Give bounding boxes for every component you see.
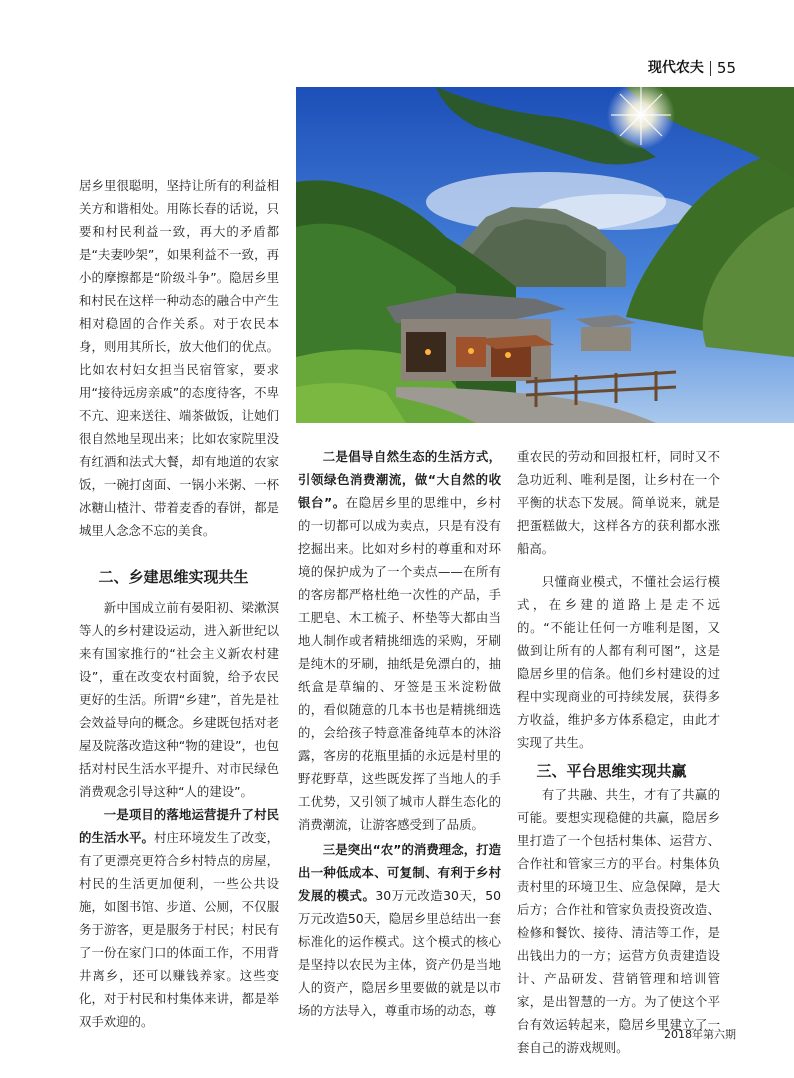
column-left — [79, 174, 279, 1033]
bold-lead: 二是倡导自然生态的生活方式，引领绿色消费潮流，做“大自然的收银台”。 — [298, 449, 501, 510]
paragraph: 三是突出“农”的消费理念，打造出一种低成本、可复制、有利于乡村发展的模式。30万元改造30天，50万元改造50天，隐居乡里总结出一套标准化的运作模式。这个模式的核心是坚持以农民为主体，资产仍是当地人的资产，隐居乡里要做的就是以市场的方法导入，尊重市场的动态，尊 — [298, 842, 501, 1018]
paragraph: 有了共融、共生，才有了共赢的可能。要想实现稳健的共赢，隐居乡里打造了一个包括村集体、运营方、合作社和管家三方的平台。村集体负责村里的环境卫生、应急保障，是大后方；合作社和管家负责投资改造、检修和餐饮、接待、清洁等工作，是出钱出力的一方；运营方负责建造设计、产品研发、营销管理和培训管家，是出智慧的一方。为了使这个平台有效运转起来，隐居乡里建立了一套自己的游戏规则。 — [517, 787, 720, 1055]
paragraph: 新中国成立前有晏阳初、梁漱溟等人的乡村建设运动，进入新世纪以来有国家推行的“社会主义新农村建设”，重在改变农村面貌，给予农民更好的生活。所谓“乡建”，首先是社会效益导向的概念。乡建既包括对老屋及院落改造这种“物的建设”，也包括对村民生活水平提升、对市民绿色消费观念引导这种“人的建设”。 — [79, 600, 279, 799]
paragraph: 二是倡导自然生态的生活方式，引领绿色消费潮流，做“大自然的收银台”。在隐居乡里的思维中，乡村的一切都可以成为卖点，只是有没有挖掘出来。比如对乡村的尊重和对环境的保护成为了一个卖点——在所有的客房都严格杜绝一次性的产品，手工肥皂、木工梳子、杯垫等大都由当地人制作或者精挑细选的采购，牙刷是纯木的牙刷，抽纸是免漂白的，抽纸盒是草编的、牙签是玉米淀粉做的，看似随意的几本书也是精挑细选的，会给孩子特意准备纯草本的沐浴露，客房的花瓶里插的永远是村里的野花野草，这些既发挥了当地人的手工优势，又引领了城市人群生态化的消费潮流，让游客感受到了品质。 — [298, 449, 501, 832]
paragraph: 只懂商业模式，不懂社会运行模式，在乡建的道路上是走不远的。“不能让任何一方唯利是图，又做到让所有的人都有利可图”，这是隐居乡里的信条。他们乡村建设的过程中实现商业的可持续发展，获得多方收益，维护多方体系稳定，由此才实现了共生。 — [517, 574, 720, 750]
bold-lead: 三是突出“农”的消费理念，打造出一种低成本、可复制、有利于乡村发展的模式。 — [298, 842, 501, 903]
issue-footer: 2018年第六期 — [664, 1028, 736, 1041]
village-photo — [296, 87, 794, 423]
page-header — [648, 58, 736, 78]
header-divider — [710, 61, 711, 76]
section-heading-2: 二、乡建思维实现共生 — [98, 568, 249, 586]
paragraph: 一是项目的落地运营提升了村民的生活水平。村庄环境发生了改变，有了更漂亮更符合乡村特点的房屋，村民的生活更加便利，一些公共设施，如图书馆、步道、公厕，不仅服务于游客，更是服务于村民；村民有了一份在家门口的体面工作，不用背井离乡，还可以赚钱养家。这些变化，对于村民和村集体来讲，都是举双手欢迎的。 — [79, 807, 280, 1029]
column-right — [517, 445, 720, 1059]
section-heading-3: 三、平台思维实现共赢 — [536, 762, 687, 780]
right-house — [576, 315, 636, 351]
paragraph: 居乡里很聪明，坚持让所有的利益相关方和谐相处。用陈长春的话说，只要和村民利益一致，再大的矛盾都是“夫妻吵架”，如果利益不一致，再小的摩擦都是“阶级斗争”。隐居乡里和村民在这样一种动态的融合中产生相对稳固的合作关系。对于农民本身，则用其所长，放大他们的优点。比如农村妇女担当民宿管家，要求用“接待远房亲戚”的态度待客，不卑不亢、迎来送往、端茶做饭，让她们很自然地呈现出来；比如农家院里没有红酒和法式大餐，却有地道的农家饭，一碗打卤面、一锅小米粥、一杯冰糖山楂汁、带着麦香的春饼，都是城里人念念不忘的美食。 — [79, 178, 279, 538]
stone-house — [386, 293, 566, 381]
paragraph: 重农民的劳动和回报杠杆，同时又不急功近利、唯利是图，让乡村在一个平衡的状态下发展。简单说来，就是把蛋糕做大，这样各方的获利都水涨船高。 — [517, 449, 720, 556]
page-number: 55 — [716, 59, 736, 77]
magazine-name: 现代农夫 — [647, 60, 704, 76]
column-middle — [298, 445, 501, 1022]
bold-lead: 一是项目的落地运营提升了村民的生活水平。 — [79, 807, 279, 845]
